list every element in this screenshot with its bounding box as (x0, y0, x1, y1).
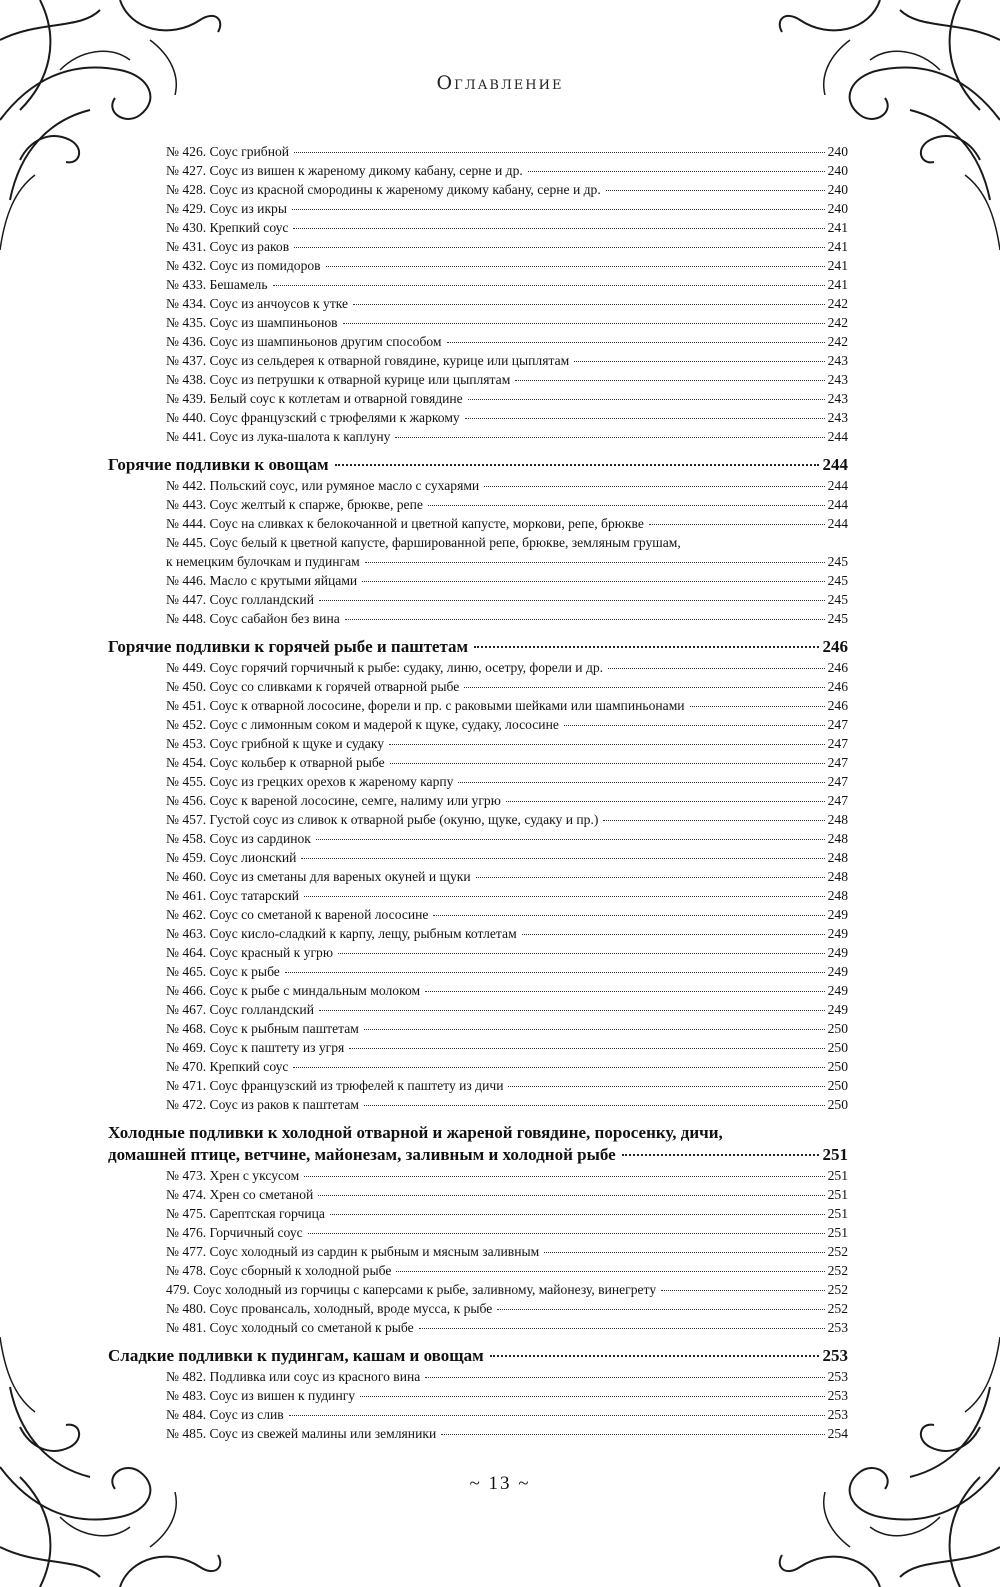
toc-entry-page: 250 (827, 1021, 848, 1036)
toc-entry-title: № 438. Соус из петрушки к отварной курице или цыплятам (166, 372, 511, 387)
toc-entry-row (108, 1280, 848, 1299)
toc-entry-title: № 431. Соус из раков (166, 239, 290, 254)
toc-entry-title: № 432. Соус из помидоров (166, 258, 321, 273)
dot-leader (433, 915, 824, 916)
dot-leader (285, 972, 825, 973)
section-title-line2-row (108, 1144, 848, 1166)
toc-entry-title: № 472. Соус из раков к паштетам (166, 1097, 360, 1112)
dot-leader (464, 687, 824, 688)
dot-leader (390, 763, 825, 764)
toc-entry-page: 250 (827, 1040, 848, 1055)
toc-entry-title: № 465. Соус к рыбе (166, 964, 280, 979)
toc-entry-row (108, 552, 848, 571)
toc-entry-row (108, 924, 848, 943)
dot-leader (564, 725, 825, 726)
toc-entry-page: 247 (827, 736, 848, 751)
toc-entry-page: 253 (827, 1369, 848, 1384)
toc-entry-title: № 439. Белый соус к котлетам и отварной говядине (166, 391, 463, 406)
dot-leader (441, 1434, 824, 1435)
section-page: 246 (822, 637, 848, 656)
toc-entry-title: № 469. Соус к паштету из угря (166, 1040, 345, 1055)
toc-entry-row (108, 1095, 848, 1114)
toc-entry-row (108, 1318, 848, 1337)
toc-entry-row (108, 1261, 848, 1280)
toc-entry-page: 241 (827, 239, 848, 254)
toc-entry-page: 249 (827, 1002, 848, 1017)
toc-entry-page: 253 (827, 1388, 848, 1403)
toc-entry-page: 249 (827, 945, 848, 960)
dot-leader (606, 190, 825, 191)
toc-entry-page: 247 (827, 717, 848, 732)
toc-entry-page: 246 (827, 698, 848, 713)
toc-entry-title: № 460. Соус из сметаны для вареных окуней и щуки (166, 869, 471, 884)
toc-entry-page: 253 (827, 1407, 848, 1422)
toc-section-heading (108, 1122, 848, 1166)
toc-entry-row (108, 161, 848, 180)
toc-entry-row (108, 476, 848, 495)
toc-entry-title: № 474. Хрен со сметаной (166, 1187, 314, 1202)
toc-entry-row (108, 408, 848, 427)
toc-entry-title: № 470. Крепкий соус (166, 1059, 289, 1074)
toc-entry-row (108, 142, 848, 161)
toc-entry-page: 250 (827, 1078, 848, 1093)
section-page: 244 (822, 455, 848, 474)
dot-leader (396, 1271, 824, 1272)
table-of-contents (108, 142, 848, 1443)
toc-entry-title: № 450. Соус со сливками к горячей отварной рыбе (166, 679, 460, 694)
toc-entry-page: 249 (827, 983, 848, 998)
toc-entry-page: 240 (827, 182, 848, 197)
toc-entry-row (108, 791, 848, 810)
toc-entry-page: 247 (827, 793, 848, 808)
toc-entry-row (108, 514, 848, 533)
dot-leader (428, 505, 825, 506)
toc-entry-page: 240 (827, 201, 848, 216)
toc-entry-title: № 481. Соус холодный со сметаной к рыбе (166, 1320, 414, 1335)
toc-entry-page: 249 (827, 907, 848, 922)
toc-entry-title: № 464. Соус красный к угрю (166, 945, 334, 960)
dot-leader (497, 1309, 824, 1310)
toc-entry-page: 245 (827, 573, 848, 588)
toc-entry-title: к немецким булочкам и пудингам (166, 554, 360, 569)
dot-leader (294, 247, 824, 248)
toc-entry-row (108, 1204, 848, 1223)
dot-leader (345, 619, 825, 620)
section-title: Горячие подливки к горячей рыбе и паштетам (108, 637, 469, 656)
dot-leader (338, 953, 825, 954)
toc-entry-page: 248 (827, 831, 848, 846)
dot-leader (326, 266, 825, 267)
toc-entry-title: № 483. Соус из вишен к пудингу (166, 1388, 356, 1403)
dot-leader (362, 581, 824, 582)
dot-leader (353, 304, 825, 305)
toc-entry-row (108, 218, 848, 237)
toc-entry-title: № 429. Соус из икры (166, 201, 287, 216)
toc-entry-title: № 451. Соус к отварной лососине, форели и пр. с раковыми шейками или шампиньонами (166, 698, 685, 713)
toc-entry-row (108, 677, 848, 696)
toc-entry-row (108, 981, 848, 1000)
toc-entry-title: № 477. Соус холодный из сардин к рыбным и мясным заливным (166, 1244, 540, 1259)
dot-leader (474, 646, 818, 648)
toc-entry-title: № 437. Соус из сельдерея к отварной говядине, курице или цыплятам (166, 353, 570, 368)
section-title-row (108, 1345, 848, 1367)
toc-entry-page: 243 (827, 372, 848, 387)
toc-entry-title: № 443. Соус желтый к спарже, брюкве, репе (166, 497, 423, 512)
toc-entry-page: 245 (827, 554, 848, 569)
toc-section-heading (108, 454, 848, 476)
dot-leader (608, 668, 825, 669)
toc-entry-row (108, 1166, 848, 1185)
section-title: Сладкие подливки к пудингам, кашам и овощам (108, 1346, 484, 1365)
dot-leader (289, 1415, 825, 1416)
toc-entry-title: № 444. Соус на сливках к белокочанной и цветной капусте, моркови, репе, брюкве (166, 516, 644, 531)
toc-entry-title: 479. Соус холодный из горчицы с каперсами к рыбе, заливному, майонезу, винегрету (166, 1282, 657, 1297)
toc-entry-row (108, 237, 848, 256)
toc-entry-page: 242 (827, 334, 848, 349)
toc-entry-page: 247 (827, 755, 848, 770)
toc-entry-title: № 471. Соус французский из трюфелей к паштету из дичи (166, 1078, 504, 1093)
dot-leader (318, 1195, 824, 1196)
dot-leader (330, 1214, 825, 1215)
toc-entry-row (108, 1038, 848, 1057)
section-page: 251 (822, 1145, 848, 1164)
dot-leader (419, 1328, 825, 1329)
toc-entry-title: № 457. Густой соус из сливок к отварной рыбе (окуню, щуке, судаку и пр.) (166, 812, 599, 827)
toc-entry-page: 241 (827, 258, 848, 273)
toc-entry-page: 251 (827, 1187, 848, 1202)
toc-entry-row (108, 180, 848, 199)
toc-entry-row (108, 294, 848, 313)
toc-entry-title: № 449. Соус горячий горчичный к рыбе: судаку, линю, осетру, форели и др. (166, 660, 604, 675)
toc-entry-page: 254 (827, 1426, 848, 1441)
dot-leader (304, 896, 825, 897)
toc-entry-row (108, 1076, 848, 1095)
toc-entry-row (108, 1424, 848, 1443)
toc-entry-page: 246 (827, 679, 848, 694)
dot-leader (447, 342, 825, 343)
toc-entry-page: 241 (827, 220, 848, 235)
toc-entry-title: № 455. Соус из грецких орехов к жареному карпу (166, 774, 454, 789)
toc-entry-page: 251 (827, 1206, 848, 1221)
toc-entry-title: № 442. Польский соус, или румяное масло с сухарями (166, 478, 480, 493)
toc-entry-row (108, 753, 848, 772)
toc-entry-title: № 428. Соус из красной смородины к жареному дикому кабану, серне и др. (166, 182, 601, 197)
toc-section-heading (108, 1345, 848, 1367)
dot-leader (490, 1355, 819, 1357)
toc-entry-row (108, 658, 848, 677)
toc-entry-row (108, 370, 848, 389)
toc-entry-row (108, 1019, 848, 1038)
toc-entry-row (108, 590, 848, 609)
toc-entry-row (108, 1185, 848, 1204)
dot-leader (622, 1154, 819, 1156)
toc-entry-row (108, 427, 848, 446)
toc-entry-row (108, 943, 848, 962)
toc-entry-page: 248 (827, 888, 848, 903)
toc-entry-row (108, 332, 848, 351)
dot-leader (293, 228, 824, 229)
toc-entry-title: № 447. Соус голландский (166, 592, 314, 607)
toc-entry-page: 249 (827, 964, 848, 979)
dot-leader (349, 1048, 824, 1049)
toc-entry-page: 240 (827, 163, 848, 178)
dot-leader (335, 464, 819, 466)
toc-entry-row (108, 886, 848, 905)
dot-leader (365, 562, 825, 563)
toc-entry-title: № 440. Соус французский с трюфелями к жаркому (166, 410, 460, 425)
toc-entry-title: № 426. Соус грибной (166, 144, 290, 159)
section-page: 253 (822, 1346, 848, 1365)
toc-entry-page: 242 (827, 315, 848, 330)
toc-entry-row (108, 275, 848, 294)
toc-entry-row (108, 609, 848, 628)
toc-entry-row (108, 571, 848, 590)
toc-entry-page: 244 (827, 429, 848, 444)
toc-entry-title: № 476. Горчичный соус (166, 1225, 303, 1240)
dot-leader (292, 209, 825, 210)
toc-entry-page: 253 (827, 1320, 848, 1335)
toc-entry-title: № 441. Соус из лука-шалота к каплуну (166, 429, 391, 444)
section-title-row (108, 454, 848, 476)
toc-entry-title: № 458. Соус из сардинок (166, 831, 311, 846)
dot-leader (389, 744, 825, 745)
toc-entry-page: 241 (827, 277, 848, 292)
section-title-line2: домашней птице, ветчине, майонезам, заливным и холодной рыбе (108, 1145, 616, 1164)
toc-entry-page: 247 (827, 774, 848, 789)
dot-leader (468, 399, 825, 400)
toc-entry-row (108, 1242, 848, 1261)
toc-entry-row (108, 533, 848, 552)
toc-entry-title: № 467. Соус голландский (166, 1002, 314, 1017)
toc-entry-row (108, 1223, 848, 1242)
section-title-line1: Холодные подливки к холодной отварной и жареной говядине, поросенку, дичи, (108, 1123, 723, 1142)
toc-entry-row (108, 810, 848, 829)
toc-entry-title: № 480. Соус провансаль, холодный, вроде мусса, к рыбе (166, 1301, 493, 1316)
toc-section-heading (108, 636, 848, 658)
toc-entry-row (108, 1057, 848, 1076)
dot-leader (301, 858, 824, 859)
toc-entry-page: 245 (827, 611, 848, 626)
toc-entry-title: № 475. Сарептская горчица (166, 1206, 325, 1221)
toc-entry-row (108, 734, 848, 753)
dot-leader (603, 820, 824, 821)
toc-entry-page: 248 (827, 869, 848, 884)
toc-entry-row (108, 1299, 848, 1318)
toc-entry-page: 243 (827, 410, 848, 425)
dot-leader (476, 877, 825, 878)
toc-entry-row (108, 829, 848, 848)
toc-entry-title: № 430. Крепкий соус (166, 220, 289, 235)
toc-entry-title: № 468. Соус к рыбным паштетам (166, 1021, 359, 1036)
toc-entry-row (108, 1000, 848, 1019)
toc-entry-page: 248 (827, 850, 848, 865)
toc-entry-row (108, 1367, 848, 1386)
toc-entry-row (108, 199, 848, 218)
toc-entry-title: № 485. Соус из свежей малины или земляники (166, 1426, 437, 1441)
toc-entry-row (108, 1405, 848, 1424)
dot-leader (458, 782, 824, 783)
toc-entry-title: № 462. Соус со сметаной к вареной лососине (166, 907, 429, 922)
toc-entry-page: 245 (827, 592, 848, 607)
toc-entry-row (108, 256, 848, 275)
page-number: ~ 13 ~ (469, 1473, 531, 1494)
dot-leader (515, 380, 824, 381)
dot-leader (395, 437, 824, 438)
toc-entry-page: 251 (827, 1168, 848, 1183)
toc-entry-title: № 463. Соус кисло-сладкий к карпу, лещу, рыбным котлетам (166, 926, 517, 941)
dot-leader (574, 361, 824, 362)
toc-entry-row (108, 495, 848, 514)
dot-leader (484, 486, 824, 487)
toc-entry-page: 250 (827, 1059, 848, 1074)
toc-entry-page: 252 (827, 1282, 848, 1297)
toc-entry-row (108, 962, 848, 981)
toc-entry-row (108, 351, 848, 370)
toc-entry-page: 244 (827, 478, 848, 493)
dot-leader (690, 706, 825, 707)
toc-entry-title: № 473. Хрен с уксусом (166, 1168, 300, 1183)
dot-leader (544, 1252, 824, 1253)
dot-leader (506, 801, 825, 802)
section-title-row (108, 636, 848, 658)
toc-entry-page: 250 (827, 1097, 848, 1112)
toc-entry-title: № 478. Соус сборный к холодной рыбе (166, 1263, 392, 1278)
toc-entry-title: № 484. Соус из слив (166, 1407, 284, 1422)
toc-entry-title: № 459. Соус лионский (166, 850, 297, 865)
toc-entry-page: 249 (827, 926, 848, 941)
dot-leader (661, 1290, 824, 1291)
toc-entry-page: 252 (827, 1301, 848, 1316)
dot-leader (522, 934, 825, 935)
page-header-title: Оглавление (436, 72, 564, 94)
toc-entry-page: 243 (827, 391, 848, 406)
dot-leader (319, 600, 825, 601)
dot-leader (425, 1377, 824, 1378)
dot-leader (425, 991, 824, 992)
toc-entry-title: № 436. Соус из шампиньонов другим способом (166, 334, 442, 349)
toc-entry-title: № 435. Соус из шампиньонов (166, 315, 338, 330)
toc-entry-row (108, 389, 848, 408)
toc-entry-page: 244 (827, 516, 848, 531)
toc-entry-page: 244 (827, 497, 848, 512)
toc-entry-title: № 456. Соус к вареной лососине, семге, налиму или угрю (166, 793, 501, 808)
toc-entry-row (108, 715, 848, 734)
toc-entry-title: № 453. Соус грибной к щуке и судаку (166, 736, 385, 751)
toc-entry-title: № 448. Соус сабайон без вина (166, 611, 340, 626)
toc-entry-title: № 461. Соус татарский (166, 888, 300, 903)
dot-leader (465, 418, 825, 419)
toc-entry-page: 243 (827, 353, 848, 368)
dot-leader (364, 1105, 825, 1106)
toc-entry-row (108, 867, 848, 886)
toc-entry-page: 248 (827, 812, 848, 827)
toc-entry-page: 246 (827, 660, 848, 675)
dot-leader (360, 1396, 825, 1397)
section-title: Горячие подливки к овощам (108, 455, 329, 474)
toc-entry-page: 252 (827, 1263, 848, 1278)
toc-entry-page: 242 (827, 296, 848, 311)
toc-entry-title: № 482. Подливка или соус из красного вина (166, 1369, 421, 1384)
toc-entry-page: 251 (827, 1225, 848, 1240)
toc-entry-title: № 446. Масло с крутыми яйцами (166, 573, 358, 588)
toc-entry-title: № 454. Соус кольбер к отварной рыбе (166, 755, 385, 770)
toc-entry-title: № 466. Соус к рыбе с миндальным молоком (166, 983, 421, 998)
dot-leader (273, 285, 825, 286)
dot-leader (304, 1176, 824, 1177)
dot-leader (508, 1086, 824, 1087)
toc-entry-title: № 433. Бешамель (166, 277, 268, 292)
toc-entry-row (108, 313, 848, 332)
toc-entry-row (108, 905, 848, 924)
dot-leader (343, 323, 825, 324)
toc-entry-title: № 452. Соус с лимонным соком и мадерой к щуке, судаку, лососине (166, 717, 559, 732)
toc-entry-row (108, 848, 848, 867)
toc-entry-title: № 445. Соус белый к цветной капусте, фаршированной репе, брюкве, земляным грушам, (166, 535, 681, 550)
toc-entry-page: 240 (827, 144, 848, 159)
dot-leader (293, 1067, 824, 1068)
dot-leader (364, 1029, 825, 1030)
toc-entry-row (108, 696, 848, 715)
dot-leader (319, 1010, 825, 1011)
toc-entry-title: № 427. Соус из вишен к жареному дикому кабану, серне и др. (166, 163, 523, 178)
dot-leader (294, 152, 825, 153)
toc-entry-row (108, 1386, 848, 1405)
toc-entry-page: 252 (827, 1244, 848, 1259)
dot-leader (528, 171, 825, 172)
toc-entry-row (108, 772, 848, 791)
dot-leader (316, 839, 825, 840)
dot-leader (649, 524, 825, 525)
toc-entry-title: № 434. Соус из анчоусов к утке (166, 296, 349, 311)
dot-leader (308, 1233, 825, 1234)
